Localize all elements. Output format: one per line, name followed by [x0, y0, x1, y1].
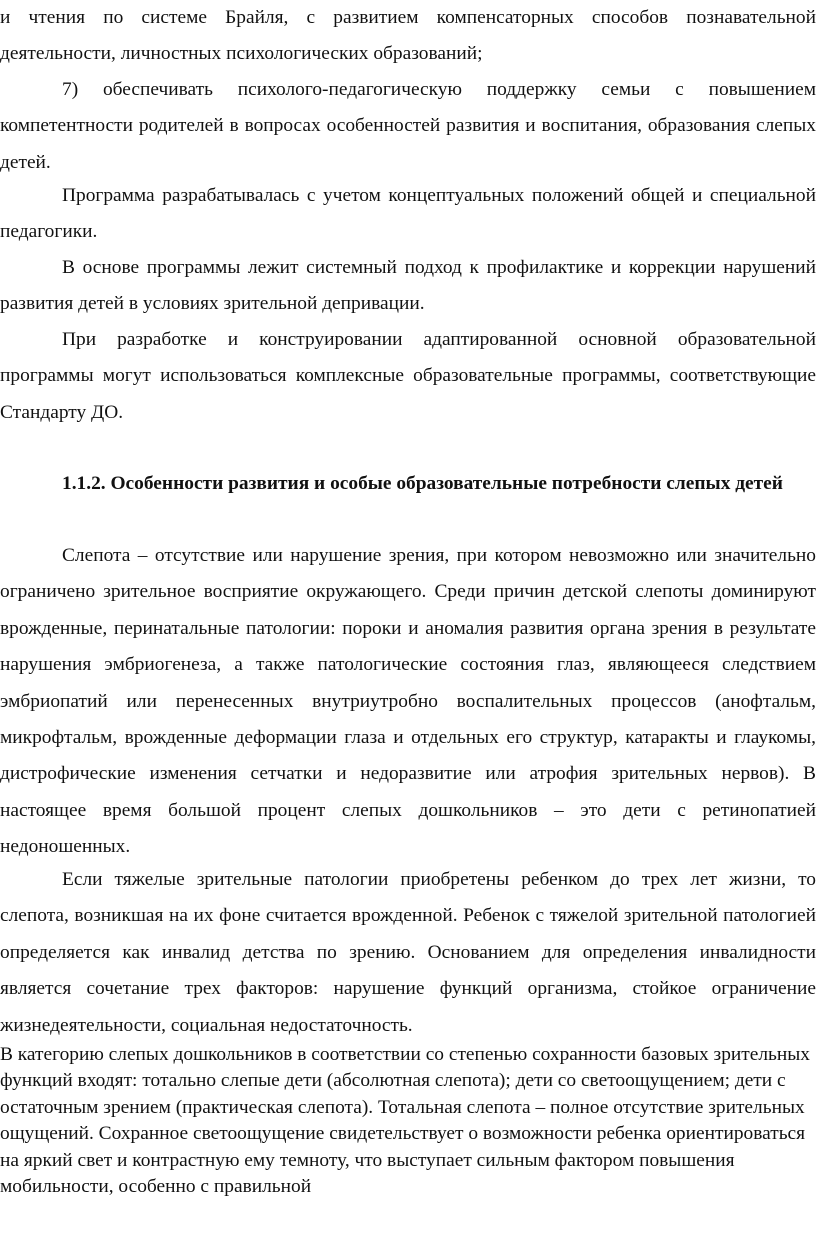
paragraph-development: При разработке и конструировании адаптированной основной образовательной программы могут использоваться комплексные образовательные программы, соответствующие Стандарту ДО. [0, 329, 816, 423]
paragraph-continuation: и чтения по системе Брайля, с развитием компенсаторных способов познавательной деятельности, личностных психологических образований; [0, 7, 816, 65]
paragraph-blindness-definition: Слепота – отсутствие или нарушение зрения, при котором невозможно или значительно ограничено зрительное восприятие окружающего. Среди причин детской слепоты доминируют врожденные, перинатальные патологии: пороки и аномалия развития органа зрения в результате нарушения эмбриогенеза, а также патологические состояния глаз, являющееся следствием эмбриопатий или перенесенных внутриутробно воспалительных процессов (анофтальм, микрофтальм, врожденные деформации глаза и отдельных его структур, катаракты и глаукомы, дистрофические изменения сетчатки и недоразвитие или атрофия зрительных нервов). В настоящее время большой процент слепых дошкольников – это дети с ретинопатией недоношенных. [0, 545, 816, 858]
paragraph-congenital-blindness: Если тяжелые зрительные патологии приобретены ребенком до трех лет жизни, то слепота, возникшая на их фоне считается врожденной. Ребенок с тяжелой зрительной патологией определяется как инвалид детства по зрению. Основанием для определения инвалидности является сочетание трех факторов: нарушение функций организма, стойкое ограничение жизнедеятельности, социальная недостаточность. [0, 869, 816, 1036]
paragraph-categories: В категорию слепых дошкольников в соответствии со степенью сохранности базовых зрительных функций входят: тотально слепые дети (абсолютная слепота); дети со светоощущением; дети с остаточным зрением (практическая слепота). Тотальная слепота – полное отсутствие зрительных ощущений. Сохранное светоощущение свидетельствует о возможности ребенка ориентироваться на яркий свет и контрастную ему темноту, что выступает сильным фактором повышения мобильности, особенно с правильной [0, 1044, 810, 1198]
paragraph-item-7: 7) обеспечивать психолого-педагогическую поддержку семьи с повышением компетентности родителей в вопросах особенностей развития и воспитания, образования слепых детей. [0, 79, 816, 173]
paragraph-system-approach: В основе программы лежит системный подход к профилактике и коррекции нарушений развития детей в условиях зрительной депривации. [0, 257, 816, 315]
paragraph-program-basis: Программа разрабатывалась с учетом концептуальных положений общей и специальной педагогики. [0, 185, 816, 243]
section-heading: 1.1.2. Особенности развития и особые образовательные потребности слепых детей [62, 473, 783, 494]
